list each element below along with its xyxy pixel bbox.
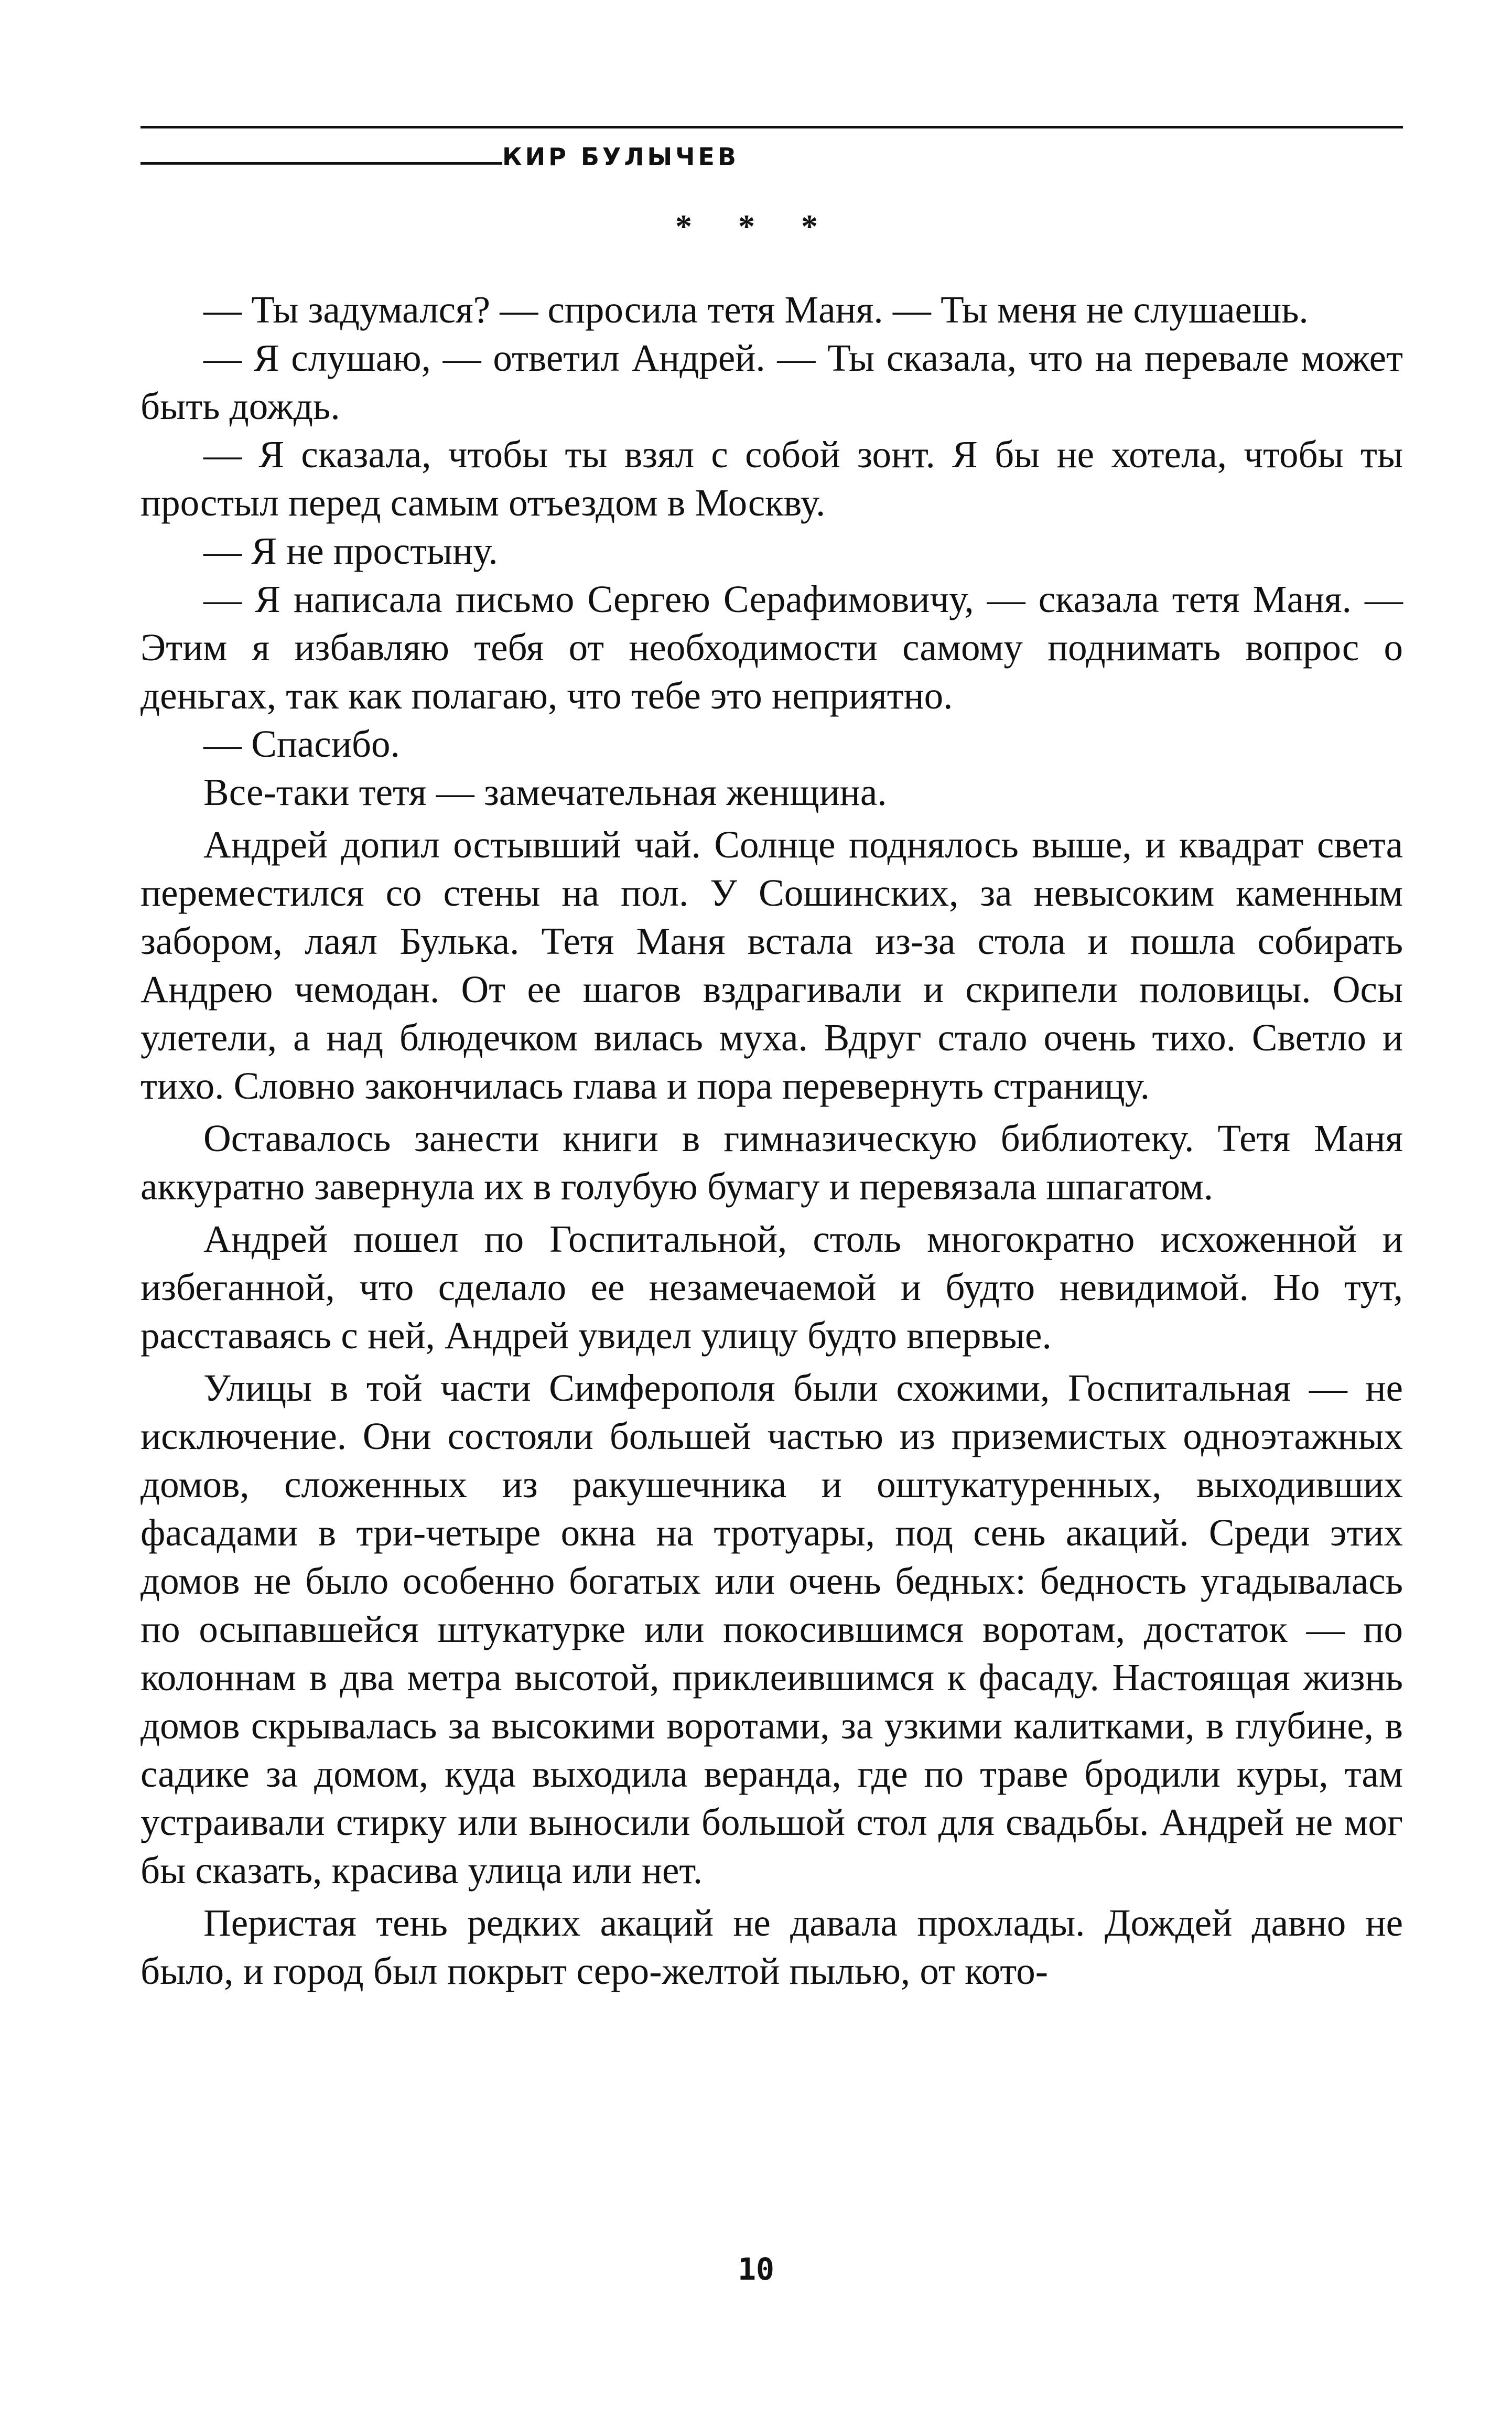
running-head (141, 137, 1403, 169)
paragraph: Оставалось занести книги в гимназическую библиотеку. Тетя Маня аккуратно завернула их в голубую бумагу и перевязала шпагатом. (141, 1117, 1403, 1208)
paragraph: — Я сказала, чтобы ты взял с собой зонт. Я бы не хотела, чтобы ты простыл перед самым отъездом в Москву. (141, 433, 1403, 524)
paragraph: Андрей допил остывший чай. Солнце поднялось выше, и квадрат света переместился со стены на пол. У Сошинских, за невысоким каменным забором, лаял Булька. Тетя Маня встала из-за стола и пошла собирать Андрею чемодан. От ее шагов вздрагивали и скрипели половицы. Осы улетели, а над блюдечком вилась муха. Вдруг стало очень тихо. Светло и тихо. Словно закончилась глава и пора перевернуть страницу. (141, 823, 1403, 1107)
paragraph: Перистая тень редких акаций не давала прохлады. Дождей давно не было, и город был покрыт серо-желтой пылью, от кото- (141, 1902, 1403, 1992)
running-head-rule (141, 162, 502, 165)
running-head-author: КИР БУЛЫЧЕВ (502, 143, 739, 171)
paragraph: — Ты задумался? — спросила тетя Маня. — Ты меня не слушаешь. (203, 288, 1309, 331)
paragraph: — Спасибо. (203, 723, 400, 765)
paragraph: Все-таки тетя — замечательная женщина. (203, 771, 887, 813)
page-number: 10 (738, 2251, 774, 2287)
paragraph: — Я написала письмо Сергею Серафимовичу, — сказала тетя Маня. — Этим я избавляю тебя от необходимости самому поднимать вопрос о деньгах, так как полагаю, что тебе это неприятно. (141, 578, 1403, 717)
header-top-rule (141, 126, 1403, 128)
paragraph: Улицы в той части Симферополя были схожими, Госпитальная — не исключение. Они состояли большей частью из приземистых одноэтажных домов, сложенных из ракушечника и оштукатуренных, выходивших фасадами в три-четыре окна на тротуары, под сень акаций. Среди этих домов не было особенно богатых или очень бедных: бедность угадывалась по осыпавшейся штукатурке или покосившимся воротам, достаток — по колоннам в два метра высотой, приклеившимся к фасаду. Настоящая жизнь домов скрывалась за высокими воротами, за узкими калитками, в глубине, в садике за домом, куда выходила веранда, где по траве бродили куры, там устраивали стирку или выносили большой стол для свадьбы. Андрей не мог бы сказать, красива улица или нет. (141, 1367, 1403, 1892)
section-divider: * * * (675, 208, 837, 245)
body-text (141, 286, 1403, 1995)
paragraph: — Я слушаю, — ответил Андрей. — Ты сказала, что на перевале может быть дождь. (141, 337, 1403, 427)
paragraph: Андрей пошел по Госпитальной, столь многократно исхоженной и избеганной, что сделало ее незамечаемой и будто невидимой. Но тут, расставаясь с ней, Андрей увидел улицу будто впервые. (141, 1218, 1403, 1357)
paragraph: — Я не простыну. (203, 530, 498, 572)
